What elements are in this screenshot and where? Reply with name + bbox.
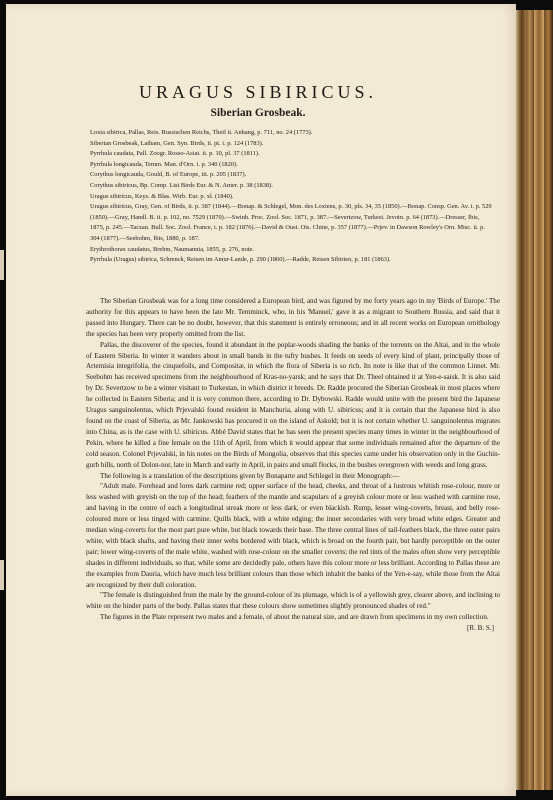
body-text — [86, 296, 500, 634]
page-edge — [526, 10, 534, 790]
synonym-entry: Pyrrhula (Uragus) sibirica, Schrenck, Reisen im Amur-Lande, p. 290 (1860).—Radde, Reisen Sibirien, p. 181 (1863). — [90, 256, 391, 264]
page-title: URAGUS SIBIRICUS. — [138, 82, 378, 102]
synonym-entry: Loxia sibirica, Pallas, Reis. Russischen Reichs, Theil ii. Anhang, p. 711, no. 24 (1773). — [90, 129, 313, 136]
page-tab — [0, 560, 4, 590]
synonymy-list — [90, 128, 495, 266]
paragraph: The Siberian Grosbeak was for a long time considered a European bird, and was figured by me forty years ago in my 'Birds of Europe.' The authority for this appears to have been the late Mr. Temminck, who, in his 'Manuel,' gave it as a migrant to Southern Russia, and said that it passed into Hungary. There can be no doubt, however, that this statement is entirely erroneous; and in all recent works on European ornithology the species has been very properly omitted from the list. — [86, 297, 500, 338]
page-tab — [0, 250, 4, 280]
paragraph: "Adult male. Forehead and lores dark carmine red; upper surface of the head, cheeks, and throat of a lustrous whitish rose-colour, more or less washed with greyish on the top of the head; feathers of the mantle and scapulars of a greyish colour more or less washed with carmine rose, and having in the centre of each a longitudinal streak more or less dark, or even blackish. Rump, lesser wing-coverts, breast, and belly rose-coloured more or less tinged with carmine. Quills black, with a white edging; the inner secondaries with very broad white edges. Greater and median wing-coverts for the most part pure white, but black towards their base. The three central lines of tail-feathers black, the three outer pairs white, with black shafts, and having their inner webs bordered with black, which is broad on the fourth pair, but hardly perceptible on the outer pair; lower wing-coverts of the male white, washed with rose-colour on the smaller coverts; the red tints of the males often show very perceptible shades in different individuals, so that, while some are decidedly pale, others have this colour more or less brilliant. According to Pallas these are the examples from Dauria, which have much less brilliant colours than those which inhabit the banks of the Yen-e-say, while those from the Altai are recognized by their dull coloration. — [86, 482, 500, 589]
paragraph: Pallas, the discoverer of the species, found it abundant in the poplar-woods shading the banks of the torrents on the Altai, and in the whole of Eastern Siberia. In winter it wanders about in small bands in the tufty bushes. It feeds on seeds of every kind of plant, principally those of Artemisia integrifolia, the cinquefoils, and Compositæ, in which the flora of Siberia is so rich. Its note is like that of the common Linnet. Mr. Seebohm has received specimens from the neighbourhood of Kras-no-yarsk; and he says that Dr. Theel obtained it at Yen-e-saisk. It is also said by Dr. Severtzow to be a winter visitant to Turkestan, in which district it breeds. Dr. Radde procured the Siberian Grosbeak in most places where he collected in Eastern Siberia; and it is very common there, according to Dr. Dybowski. Radde would unite with the present bird the Japanese Uragus sanguinolentus, which Prjevalski found resident in Manchuria, along with U. sibiricus; and it is certain that the Japanese bird is also found on the coast of Siberia, as Mr. Jankowski has procured it on the island of Askold; but it is not certain whether U. sanguinolentus migrates into China, as is the case with U. sibiricus. Abbé David states that he has seen the present species many times in winter in the neighbourhood of Pekin, where he killed a fine female on the 11th of April, from which it would appear that some individuals remained after the departure of the cold season. Colonel Prjevalski, in his notes on the Birds of Mongolia, observes that this species came under his observation only in the Guchin-gurb hills, north of Dolon-nor, late in March and early in April, in pairs and small flocks, in the bushes overgrown with weeds and long grass. — [86, 340, 500, 469]
page-edge — [516, 10, 526, 790]
synonym-entry: Pyrrhula caudata, Pall. Zoogr. Rosso-Asiat. ii. p. 10, pl. 37 (1811). — [90, 150, 260, 158]
synonym-entry: Uragus sibiricus, Keys. & Blas. Wirb. Eur. p. xl. (1840). — [90, 192, 234, 200]
page-subtitle: Siberian Grosbeak. — [210, 107, 306, 119]
page-edge — [544, 10, 553, 790]
paragraph: The following is a translation of the descriptions given by Bonaparte and Schlegel in their Monograph:— — [100, 471, 400, 480]
synonym-entry: Erythrothorax caudatus, Brehm, Naumannia, 1855, p. 276, note. — [90, 245, 254, 253]
synonym-entry: Siberian Grosbeak, Latham, Gen. Syn. Birds, ii. pt. i. p. 124 (1783). — [90, 139, 264, 147]
page-edge — [534, 10, 544, 790]
synonym-entry: Corythus longicauda, Gould, B. of Europe, iii. p. 205 (1837). — [90, 171, 247, 179]
synonym-entry: Corythus sibiricus, Bp. Comp. List Birds Eur. & N. Amer. p. 38 (1838). — [90, 181, 273, 189]
author-initials: [R. B. S.] — [467, 624, 494, 633]
paragraph: The figures in the Plate represent two males and a female, of about the natural size, and are drawn from specimens in my own collection. — [100, 613, 489, 622]
synonym-entry: Pyrrhula longicauda, Temm. Man. d'Orn. i. p. 340 (1820). — [90, 160, 238, 168]
synonym-entry: Uragus sibiricus, Gray, Gen. of Birds, ii. p. 387 (1844).—Bonap. & Schlegel, Mon. des Loxiens, p. 30, pls. 34, 35 (1850).—Bonap. Consp. Gen. Av. i. p. 529 (1850).—Gray, Handl. B. ii. p. 102, no. 7529 (1870).—Swinh. Proc. Zool. Soc. 1871, p. 387.—Severtzow, Turkest. Jevotn. p. 64 (1873).—Dresser, Ibis, 1875, p. 245.—Taczan. Bull. Soc. Zool. France, i. p. 182 (1876).—David & Oust. Ois. Chine, p. 357 (1877).—Prjev. in Dawson Rowley's Orn. Misc. ii. p. 304 (1877).—Seebohm, Ibis, 1880, p. 187. — [90, 203, 492, 242]
paragraph: "The female is distinguished from the male by the ground-colour of its plumage, which is of a yellowish grey, clearer above, and inclining to white on the hinder parts of the body. Pallas states that these colours show sometimes slightly pronounced shades of red." — [86, 591, 500, 611]
